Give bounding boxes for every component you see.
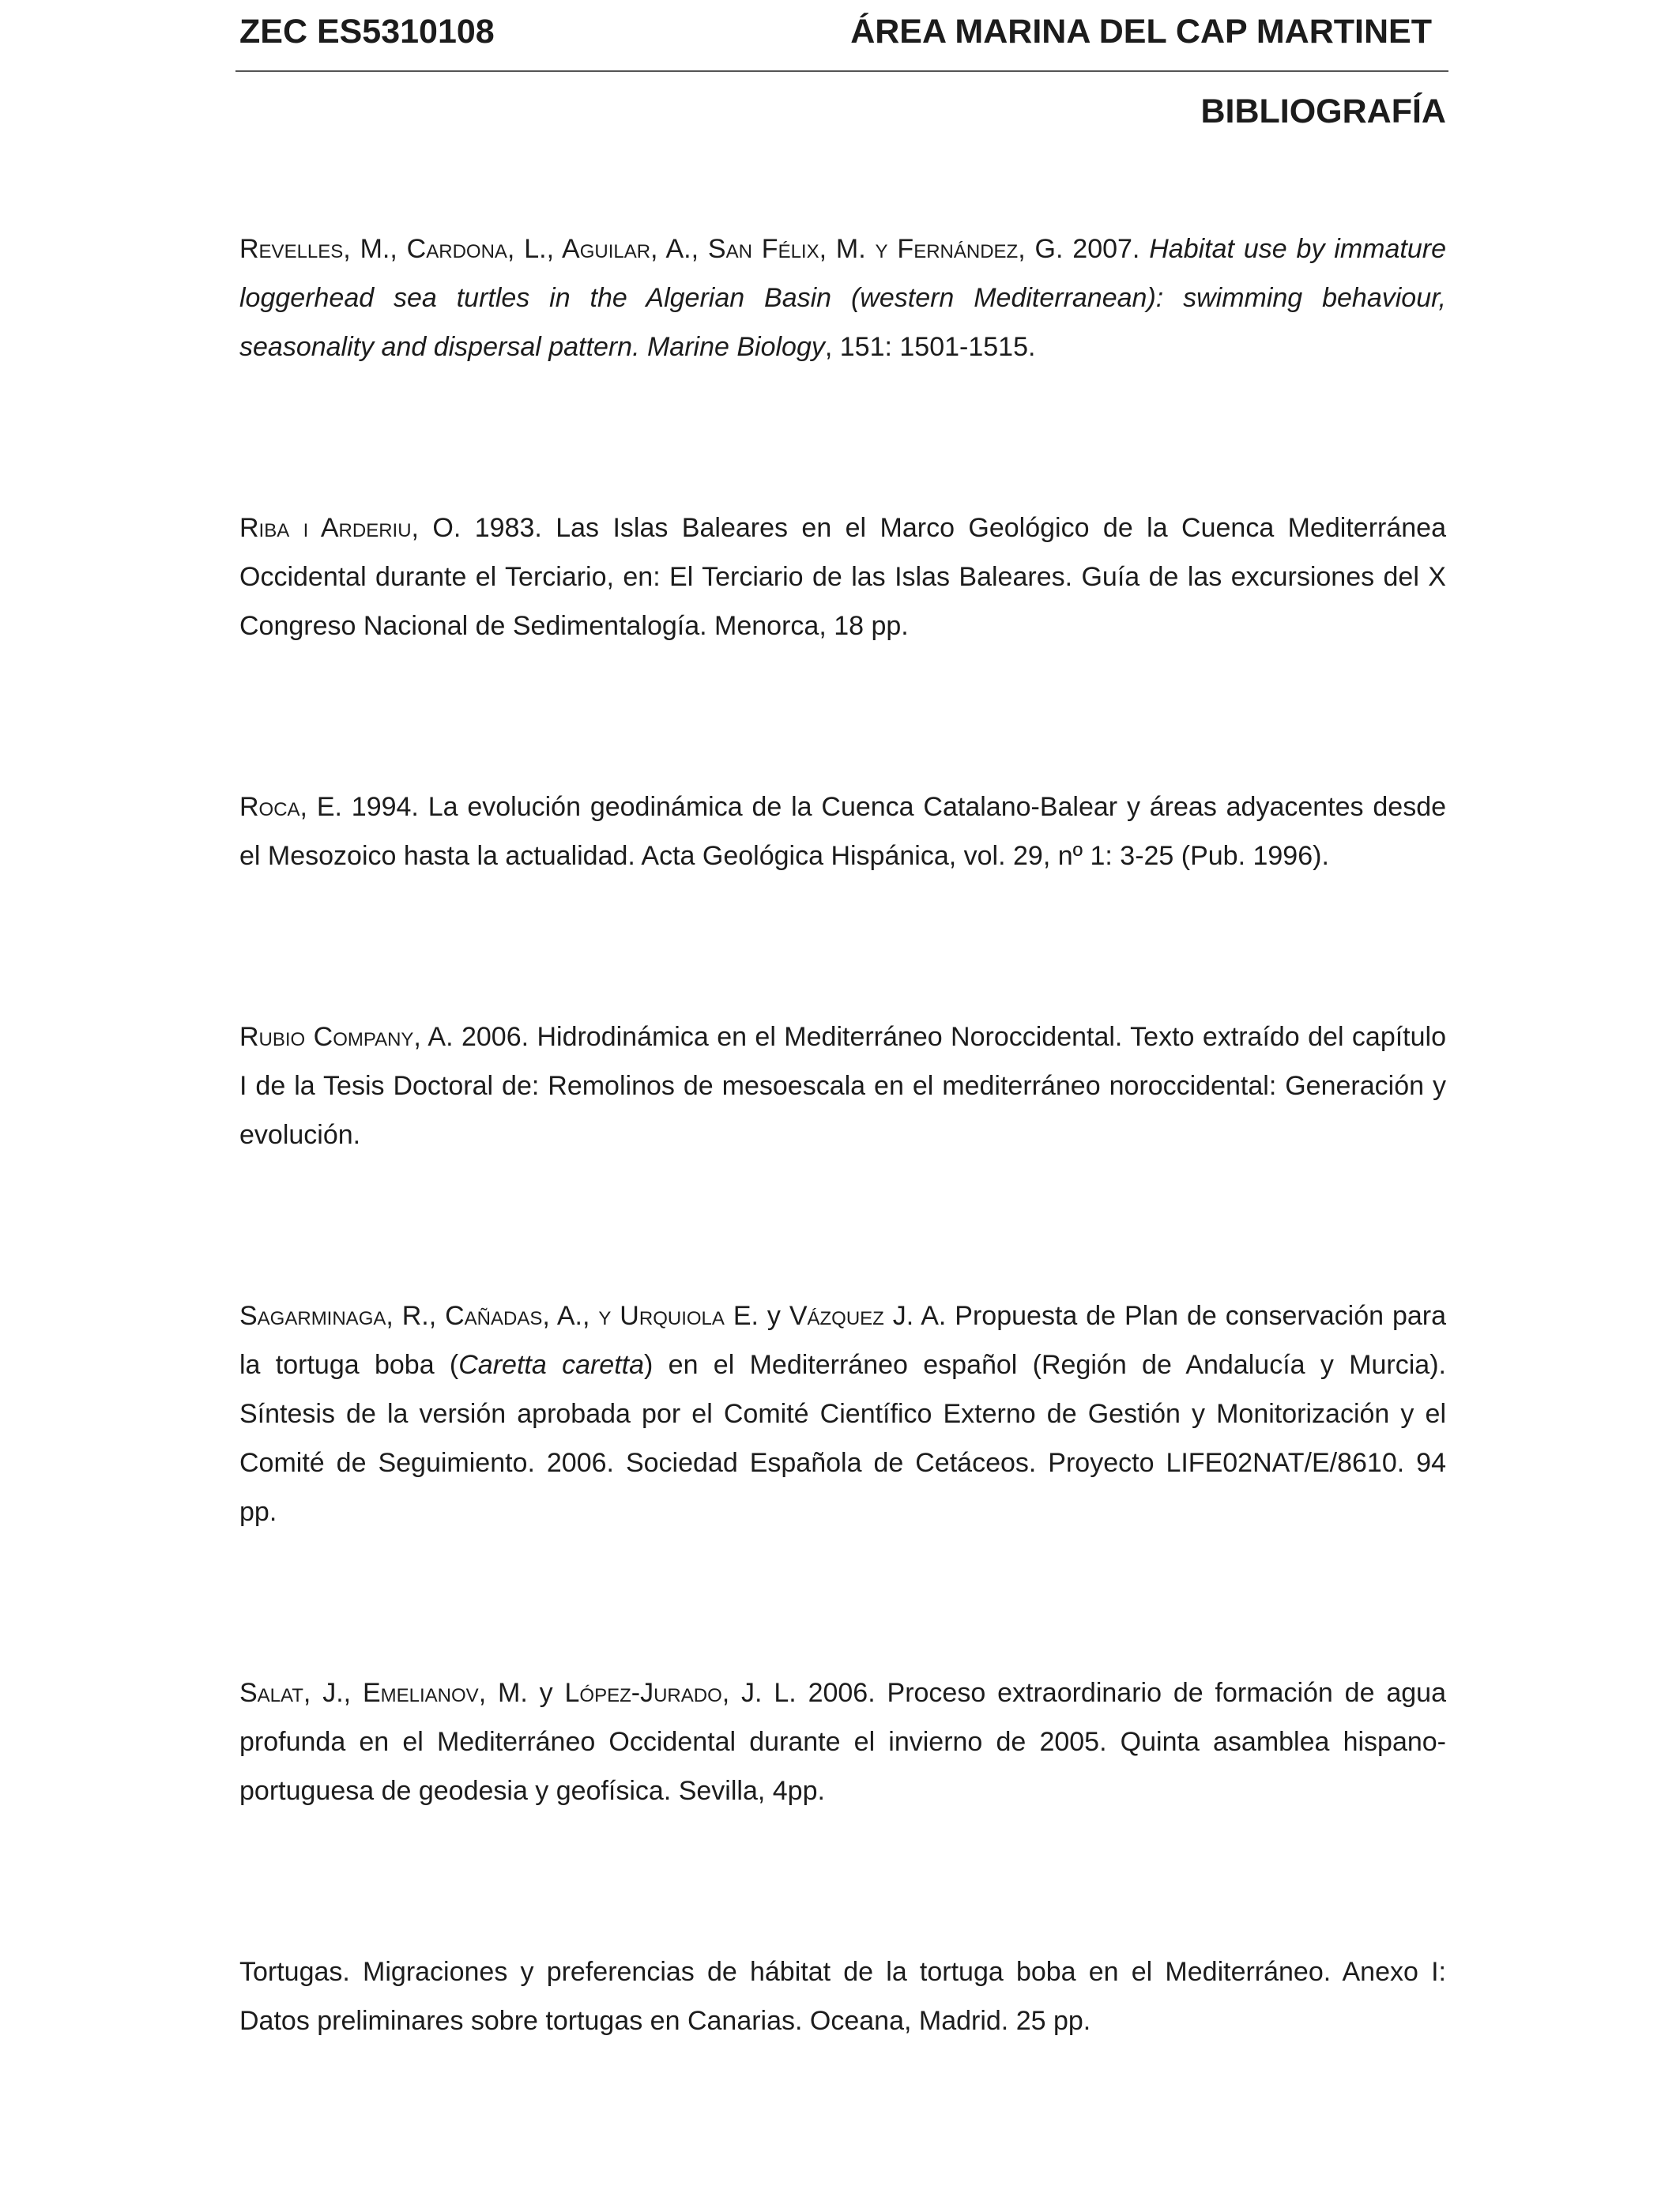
reference-item bbox=[239, 1012, 1446, 1159]
reference-authors: Sagarminaga, R., Cañadas, A., y Urquiola bbox=[239, 1301, 725, 1331]
reference-text: y bbox=[527, 1678, 565, 1708]
reference-details: 2006. Hidrodinámica en el Mediterráneo Noroccidental. Texto extraído del capítulo I de la Tesis Doctoral de: Remolinos de mesoescala en el mediterráneo noroccidental: Generación y evolución. bbox=[239, 1022, 1446, 1150]
reference-authors: Riba i Arderiu, O. bbox=[239, 513, 461, 543]
reference-details: 1983. Las Islas Baleares en el Marco Geológico de la Cuenca Mediterránea Occidental durante el Terciario, en: El Terciario de las Islas Baleares. Guía de las excursiones del X Congreso Nacional de Sedimentalogía. Menorca, 18 pp. bbox=[239, 513, 1446, 641]
reference-list bbox=[239, 224, 1446, 2045]
section-title: BIBLIOGRAFÍA bbox=[1200, 92, 1446, 130]
reference-authors: Rubio Company, A. bbox=[239, 1022, 454, 1052]
reference-authors: López-Jurado, J. L. bbox=[564, 1678, 797, 1708]
reference-authors: Roca, E. bbox=[239, 792, 342, 822]
reference-text: E. y bbox=[724, 1301, 789, 1331]
reference-item bbox=[239, 782, 1446, 880]
reference-item bbox=[239, 1291, 1446, 1536]
reference-details: ) en el Mediterráneo español (Región de Andalucía y Murcia). Síntesis de la versión aprobada por el Comité Científico Externo de Gestión y Monitorización y el Comité de Seguimiento. 2006. Sociedad Española de Cetáceos. Proyecto LIFE02NAT/E/8610. 94 pp. bbox=[239, 1350, 1446, 1527]
reference-authors: Salat, J., Emelianov, M. bbox=[239, 1678, 528, 1708]
site-code: ZEC ES5310108 bbox=[239, 13, 495, 51]
reference-details: , 151: 1501-1515. bbox=[824, 332, 1036, 362]
reference-title: Habitat use by immature loggerhead sea turtles in the Algerian Basin (western Mediterranean): swimming behaviour, seasonality and dispersal pattern. Marine Biology bbox=[239, 234, 1446, 362]
species-name: Caretta caretta bbox=[458, 1350, 645, 1380]
reference-item bbox=[239, 1668, 1446, 1815]
reference-item bbox=[239, 224, 1446, 371]
reference-item bbox=[239, 503, 1446, 650]
reference-details: 2006. Proceso extraordinario de formación de agua profunda en el Mediterráneo Occidental durante el invierno de 2005. Quinta asamblea hispano-portuguesa de geodesia y geofísica. Sevilla, 4pp. bbox=[239, 1678, 1446, 1806]
reference-text: Tortugas. Migraciones y preferencias de hábitat de la tortuga boba en el Mediterráneo. Anexo I: Datos preliminares sobre tortugas en Canarias. Oceana, Madrid. 25 pp. bbox=[239, 1957, 1446, 2036]
reference-text: J. A. Propuesta de Plan de conservación para la tortuga boba ( bbox=[239, 1301, 1447, 1380]
site-name: ÁREA MARINA DEL CAP MARTINET bbox=[850, 13, 1432, 51]
reference-authors: Revelles, M., Cardona, L., Aguilar, A., San Félix, M. y Fernández, G. bbox=[239, 234, 1064, 264]
reference-year: 2007. bbox=[1063, 234, 1150, 264]
header-rule bbox=[235, 70, 1448, 72]
reference-authors: Vázquez bbox=[789, 1301, 884, 1331]
page-header bbox=[239, 8, 1446, 71]
reference-item bbox=[239, 1947, 1446, 2045]
reference-details: 1994. La evolución geodinámica de la Cuenca Catalano-Balear y áreas adyacentes desde el Mesozoico hasta la actualidad. Acta Geológica Hispánica, vol. 29, nº 1: 3-25 (Pub. 1996). bbox=[239, 792, 1447, 871]
